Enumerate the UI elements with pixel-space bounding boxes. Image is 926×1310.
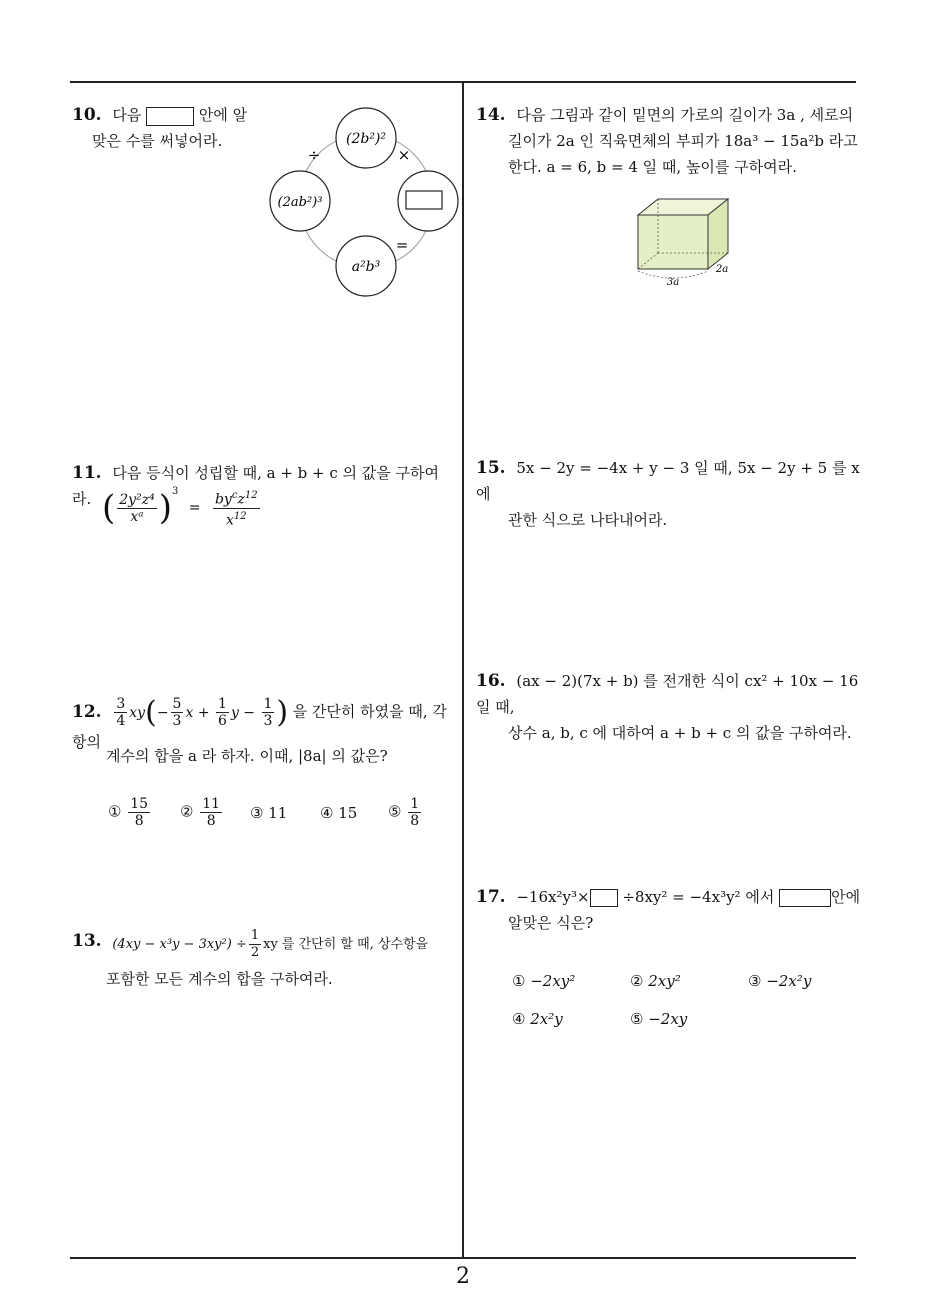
choice-1[interactable]: ① −2xy² bbox=[512, 972, 576, 990]
question-text: 맞은 수를 써넣어라. bbox=[92, 132, 223, 150]
question-number: 10. bbox=[72, 105, 102, 125]
choice-2[interactable]: ② $\frac{11}{8}$ bbox=[180, 796, 221, 829]
cuboid-figure bbox=[630, 195, 740, 287]
question-text: 계수의 합을 a 라 하자. 이때, |8a| 의 값은? bbox=[106, 747, 388, 765]
operator-eq: = bbox=[395, 236, 409, 254]
question-text: 한다. a = 6, b = 4 일 때, 높이를 구하여라. bbox=[508, 158, 797, 176]
answer-box[interactable] bbox=[590, 889, 618, 907]
operator-mul: × bbox=[397, 146, 411, 164]
choice-4[interactable]: ④ 2x²y bbox=[512, 1010, 563, 1028]
choice-5[interactable]: ⑤ −2xy bbox=[630, 1010, 688, 1028]
node-right bbox=[398, 171, 458, 231]
question-10 bbox=[72, 102, 262, 154]
node-bottom-label: a²b³ bbox=[351, 259, 381, 275]
question-text: 다음 등식이 성립할 때, a + b + c 의 값을 구하여라. bbox=[72, 464, 440, 508]
node-top-label: (2b²)² bbox=[345, 131, 387, 147]
question-16 bbox=[476, 668, 866, 746]
label-2a: 2a bbox=[715, 264, 729, 275]
question-text: 을 간단히 하였을 때, 각 항의 bbox=[72, 702, 447, 751]
question-14 bbox=[476, 102, 866, 180]
question-text: 상수 a, b, c 에 대하여 a + b + c 의 값을 구하여라. bbox=[508, 724, 852, 742]
question-number: 15. bbox=[476, 458, 506, 478]
choice-3[interactable]: ③ 11 bbox=[250, 804, 288, 822]
choice-2[interactable]: ② 2xy² bbox=[630, 972, 681, 990]
question-text: (ax − 2)(7x + b) 를 전개한 식이 cx² + 10x − 16 일 때, bbox=[476, 672, 859, 716]
question-number: 13. bbox=[72, 931, 102, 951]
question-13-line2 bbox=[106, 966, 333, 992]
choice-3[interactable]: ③ −2x²y bbox=[748, 972, 812, 990]
question-text: 관한 식으로 나타내어라. bbox=[508, 511, 668, 529]
question-text: 다음 bbox=[112, 106, 142, 124]
question-text: 안에 알 bbox=[198, 106, 248, 124]
question-text: 길이가 2a 인 직육면체의 부피가 18a³ − 15a²b 라고 bbox=[508, 132, 858, 150]
question-text: 포함한 모든 계수의 합을 구하여라. bbox=[106, 970, 333, 988]
question-number: 17. bbox=[476, 887, 506, 907]
label-3a: 3a bbox=[666, 277, 680, 287]
question-number: 12. bbox=[72, 701, 102, 722]
question-12-line2 bbox=[106, 743, 388, 769]
choice-1[interactable]: ① $\frac{15}{8}$ bbox=[108, 796, 149, 829]
question-number: 11. bbox=[72, 463, 102, 483]
answer-box[interactable] bbox=[779, 889, 831, 907]
page-number: 2 bbox=[456, 1264, 470, 1289]
question-text: −16x²y³× bbox=[516, 888, 590, 906]
question-17 bbox=[476, 884, 866, 936]
question-number: 16. bbox=[476, 671, 506, 691]
expression: $\frac{3}{4}$ xy(− $\frac{5}{3}$ x + $\frac{1}{6}$ y − $\frac{1}{3}$ ) bbox=[116, 694, 289, 730]
question-text: 5x − 2y = −4x + y − 3 일 때, 5x − 2y + 5 를 x 에 bbox=[476, 459, 860, 503]
equation-11: ( $\frac{\text{2y²z⁴}}{\text{xᵃ}}$ )$^3$ = $\frac{by^cz^{12}}{x^{12}}$ bbox=[102, 486, 258, 529]
question-text: 알맞은 식은? bbox=[508, 914, 594, 932]
choice-4[interactable]: ④ 15 bbox=[320, 804, 358, 822]
question-number: 14. bbox=[476, 105, 506, 125]
question-text: ÷8xy² = −4x³y² 에서 bbox=[622, 888, 775, 906]
question-15 bbox=[476, 455, 866, 533]
cycle-diagram bbox=[262, 104, 472, 300]
answer-box[interactable] bbox=[146, 107, 194, 126]
node-left-label: (2ab²)³ bbox=[277, 195, 323, 210]
operator-div: ÷ bbox=[307, 146, 321, 164]
question-text: 다음 그림과 같이 밑면의 가로의 길이가 3a , 세로의 bbox=[516, 106, 854, 124]
choice-5[interactable]: ⑤ $\frac{1}{8}$ bbox=[388, 796, 420, 829]
question-13 bbox=[72, 928, 462, 961]
question-text: 안에 bbox=[831, 888, 861, 906]
expression: (4xy − x³y − 3xy²) ÷ $\frac{1}{2}$ xy 를 간단히 할 때, 상수항을 bbox=[112, 928, 429, 960]
